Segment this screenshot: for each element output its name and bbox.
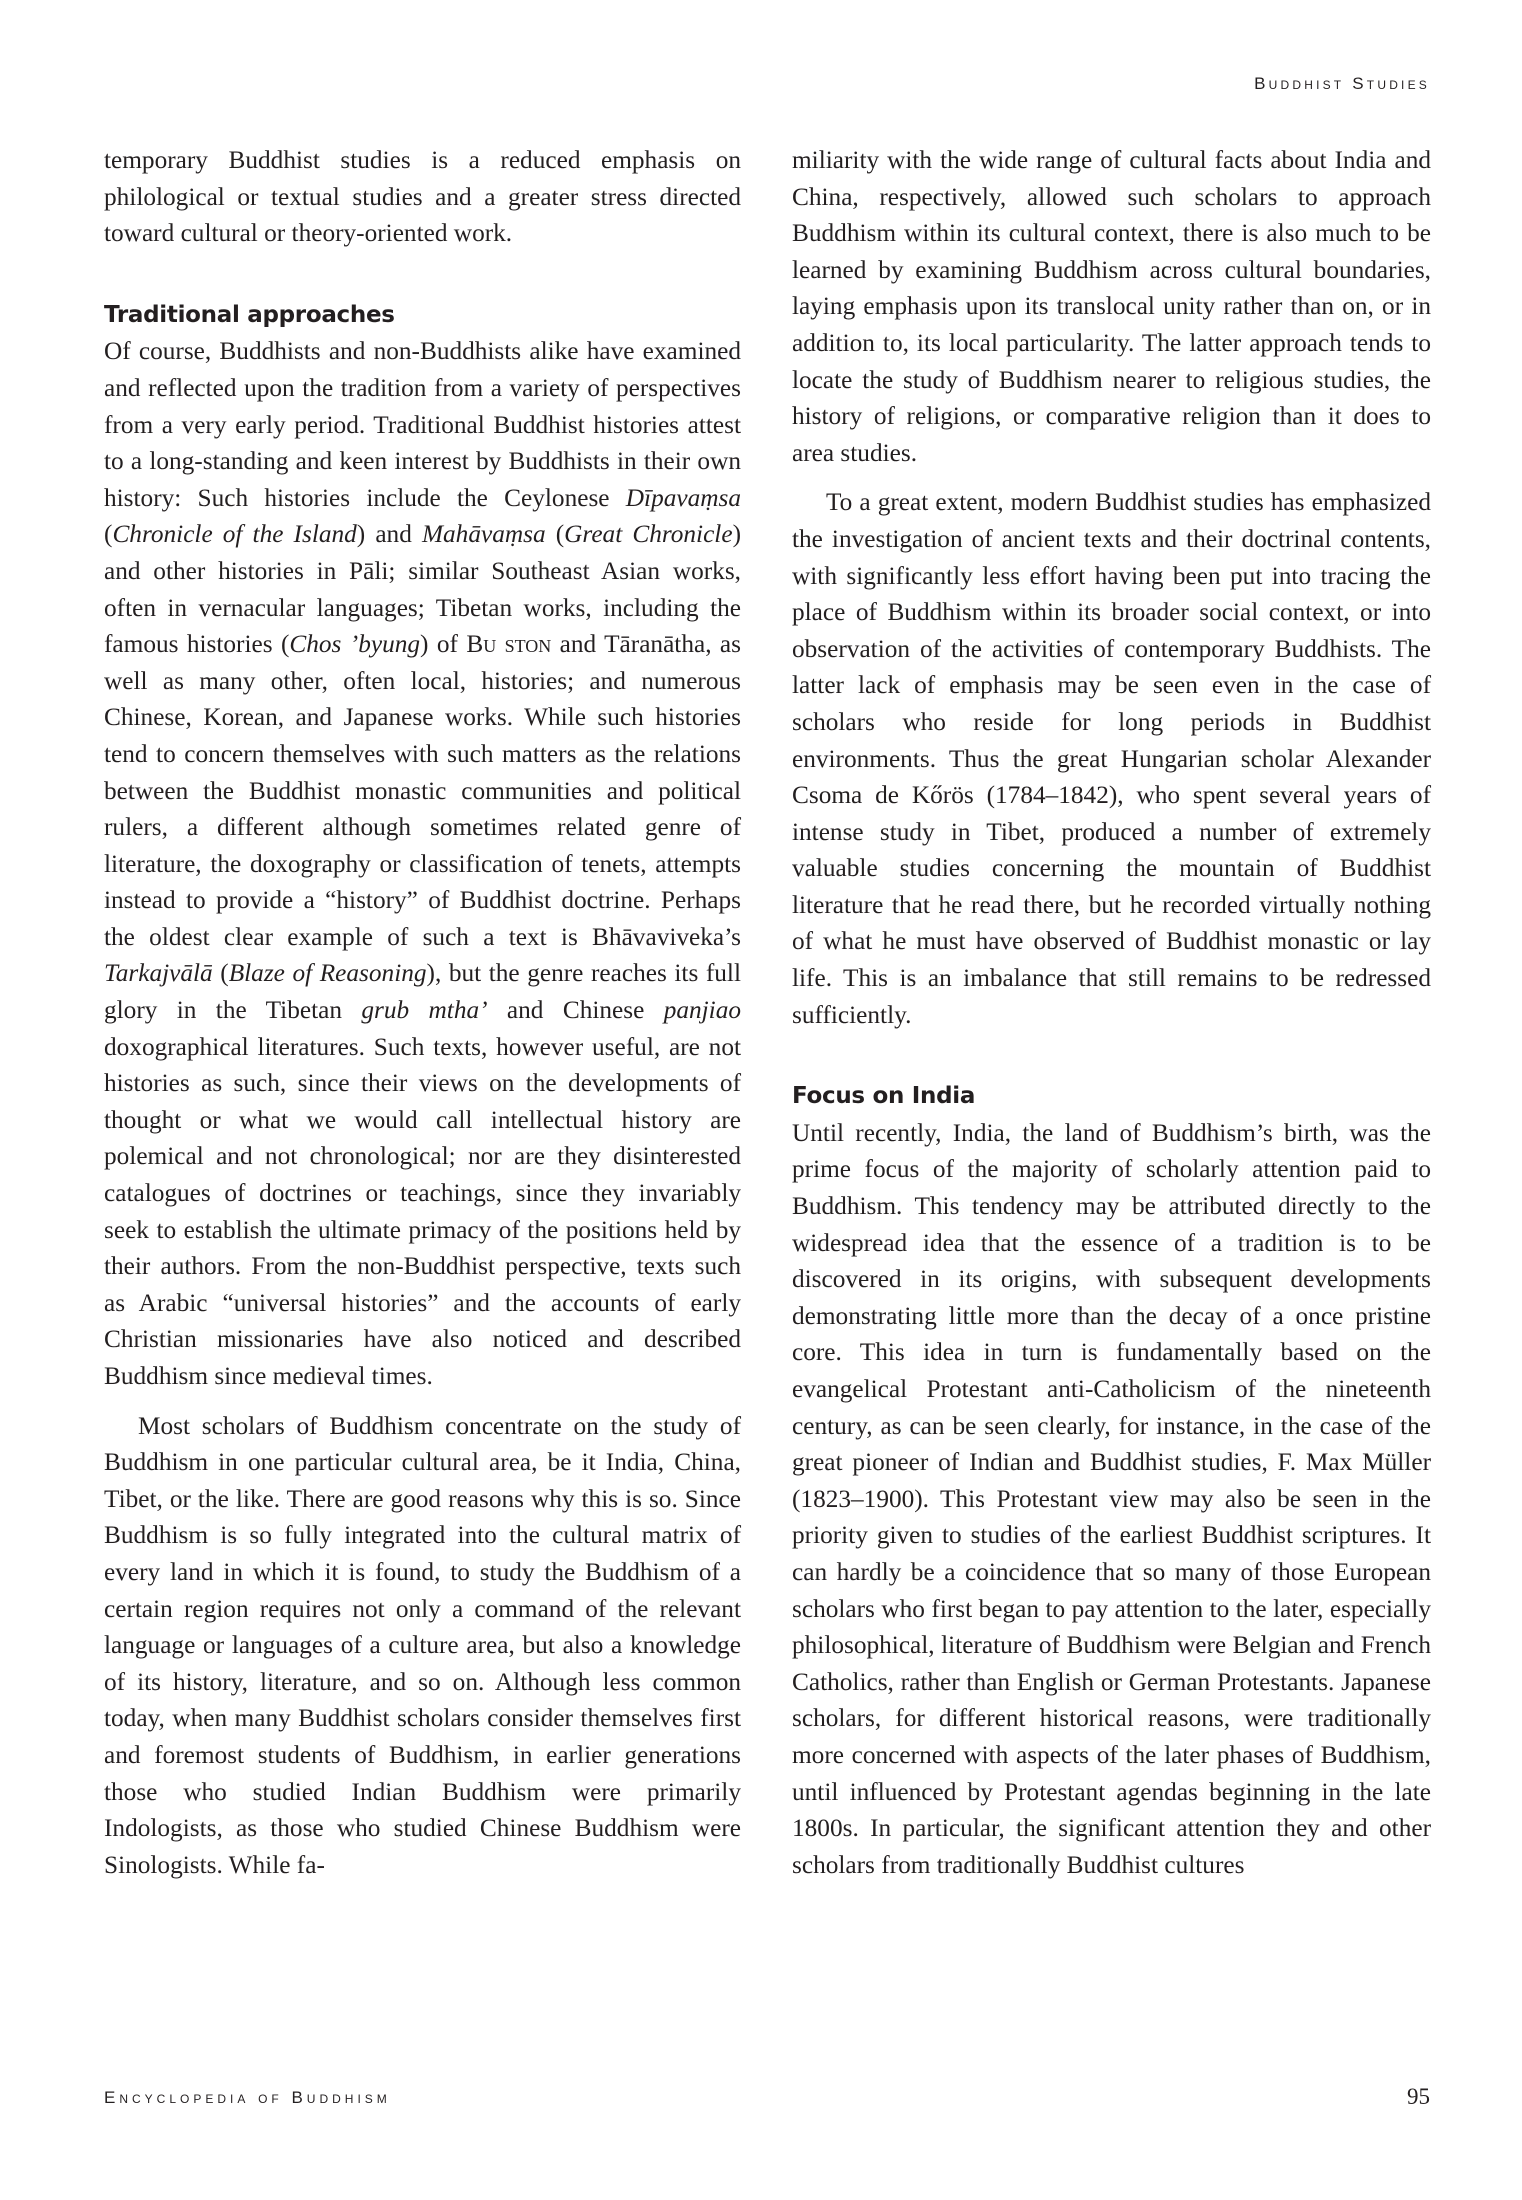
text: ( — [545, 520, 565, 549]
footer-publication-title: Encyclopedia of Buddhism — [104, 2088, 391, 2107]
text: ), but the genre reaches its full glory in the Tibetan — [104, 959, 741, 1025]
italic-title: Dīpavaṃsa — [625, 483, 741, 512]
continued-paragraph: temporary Buddhist studies is a reduced emphasis on philological or textual studies and a greater stress directed toward cultural or theory-oriented work. — [104, 146, 741, 248]
italic-title: Blaze of Reasoning — [228, 959, 427, 988]
running-head: Buddhist Studies — [1254, 74, 1430, 93]
page-number: 95 — [1407, 2084, 1430, 2109]
text: doxographical literatures. Such texts, however useful, are not histories as such, since their views on the developments of thought or what we would call intellectual history are polemical and not chronological; nor are they disinterested catalogues of doctrines or teachings, since they invariably seek to establish the ultimate primacy of the positions held by their authors. From the non-Buddhist perspective, texts such as Arabic “universal histories” and the accounts of early Christian missionaries have also noticed and described Buddhism since medieval times. — [104, 1032, 741, 1390]
text: ) and other histories in Pāli; similar Southeast Asian works, often in vernacular languages; Tibetan works, including the famous histories ( — [104, 520, 741, 659]
text: ) and — [356, 520, 422, 549]
italic-title: Mahāvaṃsa — [421, 520, 546, 549]
section-heading-focus-on-india: Focus on India — [792, 1083, 976, 1110]
italic-title: Tarkajvālā — [104, 959, 213, 988]
text: Of course, Buddhists and non-Buddhists alike have examined and reflected upon the tradition from a variety of perspectives from a very early period. Traditional Buddhist histories attest to a long-standing and keen interest by Buddhists in their own history: Such histories include the Ceylonese — [104, 337, 741, 512]
text: and Chinese — [487, 996, 664, 1025]
paragraph-traditional-approaches — [104, 333, 741, 1394]
paragraph-textual-emphasis: To a great extent, modern Buddhist studies has emphasized the investigation of ancient texts and their doctrinal contents, with significantly less effort having been put into tracing the place of Buddhism within its broader social context, or into observation of the activities of contemporary Buddhists. The latter lack of emphasis may be seen even in the case of scholars who reside for long periods in Buddhist environments. Thus the great Hungarian scholar Alexander Csoma de Kőrös (1784–1842), who spent several years of intense study in Tibet, produced a number of extremely valuable studies concerning the mountain of Buddhist literature that he read there, but he recorded virtually nothing of what he must have observed of Buddhist monastic or lay life. This is an imbalance that still remains to be redressed sufficiently. — [792, 488, 1431, 1029]
italic-title: Chronicle of the Island — [112, 520, 357, 549]
left-column — [104, 142, 741, 1883]
italic-title: Chos ’byung — [289, 630, 421, 659]
paragraph-translocal-unity: miliarity with the wide range of cultural facts about India and China, respectively, allowed such scholars to approach Buddhism within its cultural context, there is also much to be learned by examining Buddhism across cultural boundaries, laying emphasis upon its translocal unity rather than on, or in addition to, its local particularity. The latter approach tends to locate the study of Buddhism nearer to religious studies, the history of religions, or comparative religion than it does to area studies. — [792, 146, 1431, 467]
text: ( — [104, 520, 113, 549]
text: ( — [212, 959, 229, 988]
italic-term: panjiao — [663, 996, 741, 1025]
section-heading-traditional-approaches: Traditional approaches — [104, 301, 395, 328]
right-column — [792, 142, 1431, 1883]
paragraph-focus-on-india: Until recently, India, the land of Buddhism’s birth, was the prime focus of the majority of scholarly attention paid to Buddhism. This tendency may be attributed directly to the widespread idea that the essence of a tradition is to be discovered in its origins, with subsequent developments demonstrating little more than the decay of a once pristine core. This idea in turn is fundamentally based on the evangelical Protestant anti-Catholicism of the nineteenth century, as can be seen clearly, for instance, in the case of the great pioneer of Indian and Buddhist studies, F. Max Müller (1823–1900). This Protestant view may also be seen in the priority given to studies of the earliest Buddhist scriptures. It can hardly be a coincidence that so many of those European scholars who first began to pay attention to the later, especially philosophical, literature of Buddhism were Belgian and French Catholics, rather than English or German Protestants. Japanese scholars, for different historical reasons, were traditionally more concerned with aspects of the later phases of Buddhism, until influenced by Protestant agendas beginning in the late 1800s. In particular, the significant attention they and other scholars from traditionally Buddhist cultures — [792, 1118, 1431, 1879]
text: and Tāranātha, as well as many other, often local, histories; and numerous Chinese, Korean, and Japanese works. While such histories tend to concern themselves with such matters as the relations between the Buddhist monastic communities and political rulers, a different although sometimes related genre of literature, the doxography or classification of tenets, attempts instead to provide a “history” of Buddhist doctrine. Perhaps the oldest clear example of such a text is Bhāvaviveka’s — [104, 630, 741, 951]
small-caps-name: Bu ston — [466, 630, 552, 659]
text: ) of — [420, 630, 467, 659]
italic-term: grub mtha’ — [361, 996, 488, 1025]
paragraph-cultural-areas: Most scholars of Buddhism concentrate on the study of Buddhism in one particular cultural area, be it India, China, Tibet, or the like. There are good reasons why this is so. Since Buddhism is so fully integrated into the cultural matrix of every land in which it is found, to study the Buddhism of a certain region requires not only a command of the relevant language or languages of a culture area, but also a knowledge of its history, literature, and so on. Although less common today, when many Buddhist scholars consider themselves first and foremost students of Buddhism, in earlier generations those who studied Indian Buddhism were primarily Indologists, as those who studied Chinese Buddhism were Sinologists. While fa- — [104, 1411, 741, 1879]
italic-title: Great Chronicle — [564, 520, 733, 549]
